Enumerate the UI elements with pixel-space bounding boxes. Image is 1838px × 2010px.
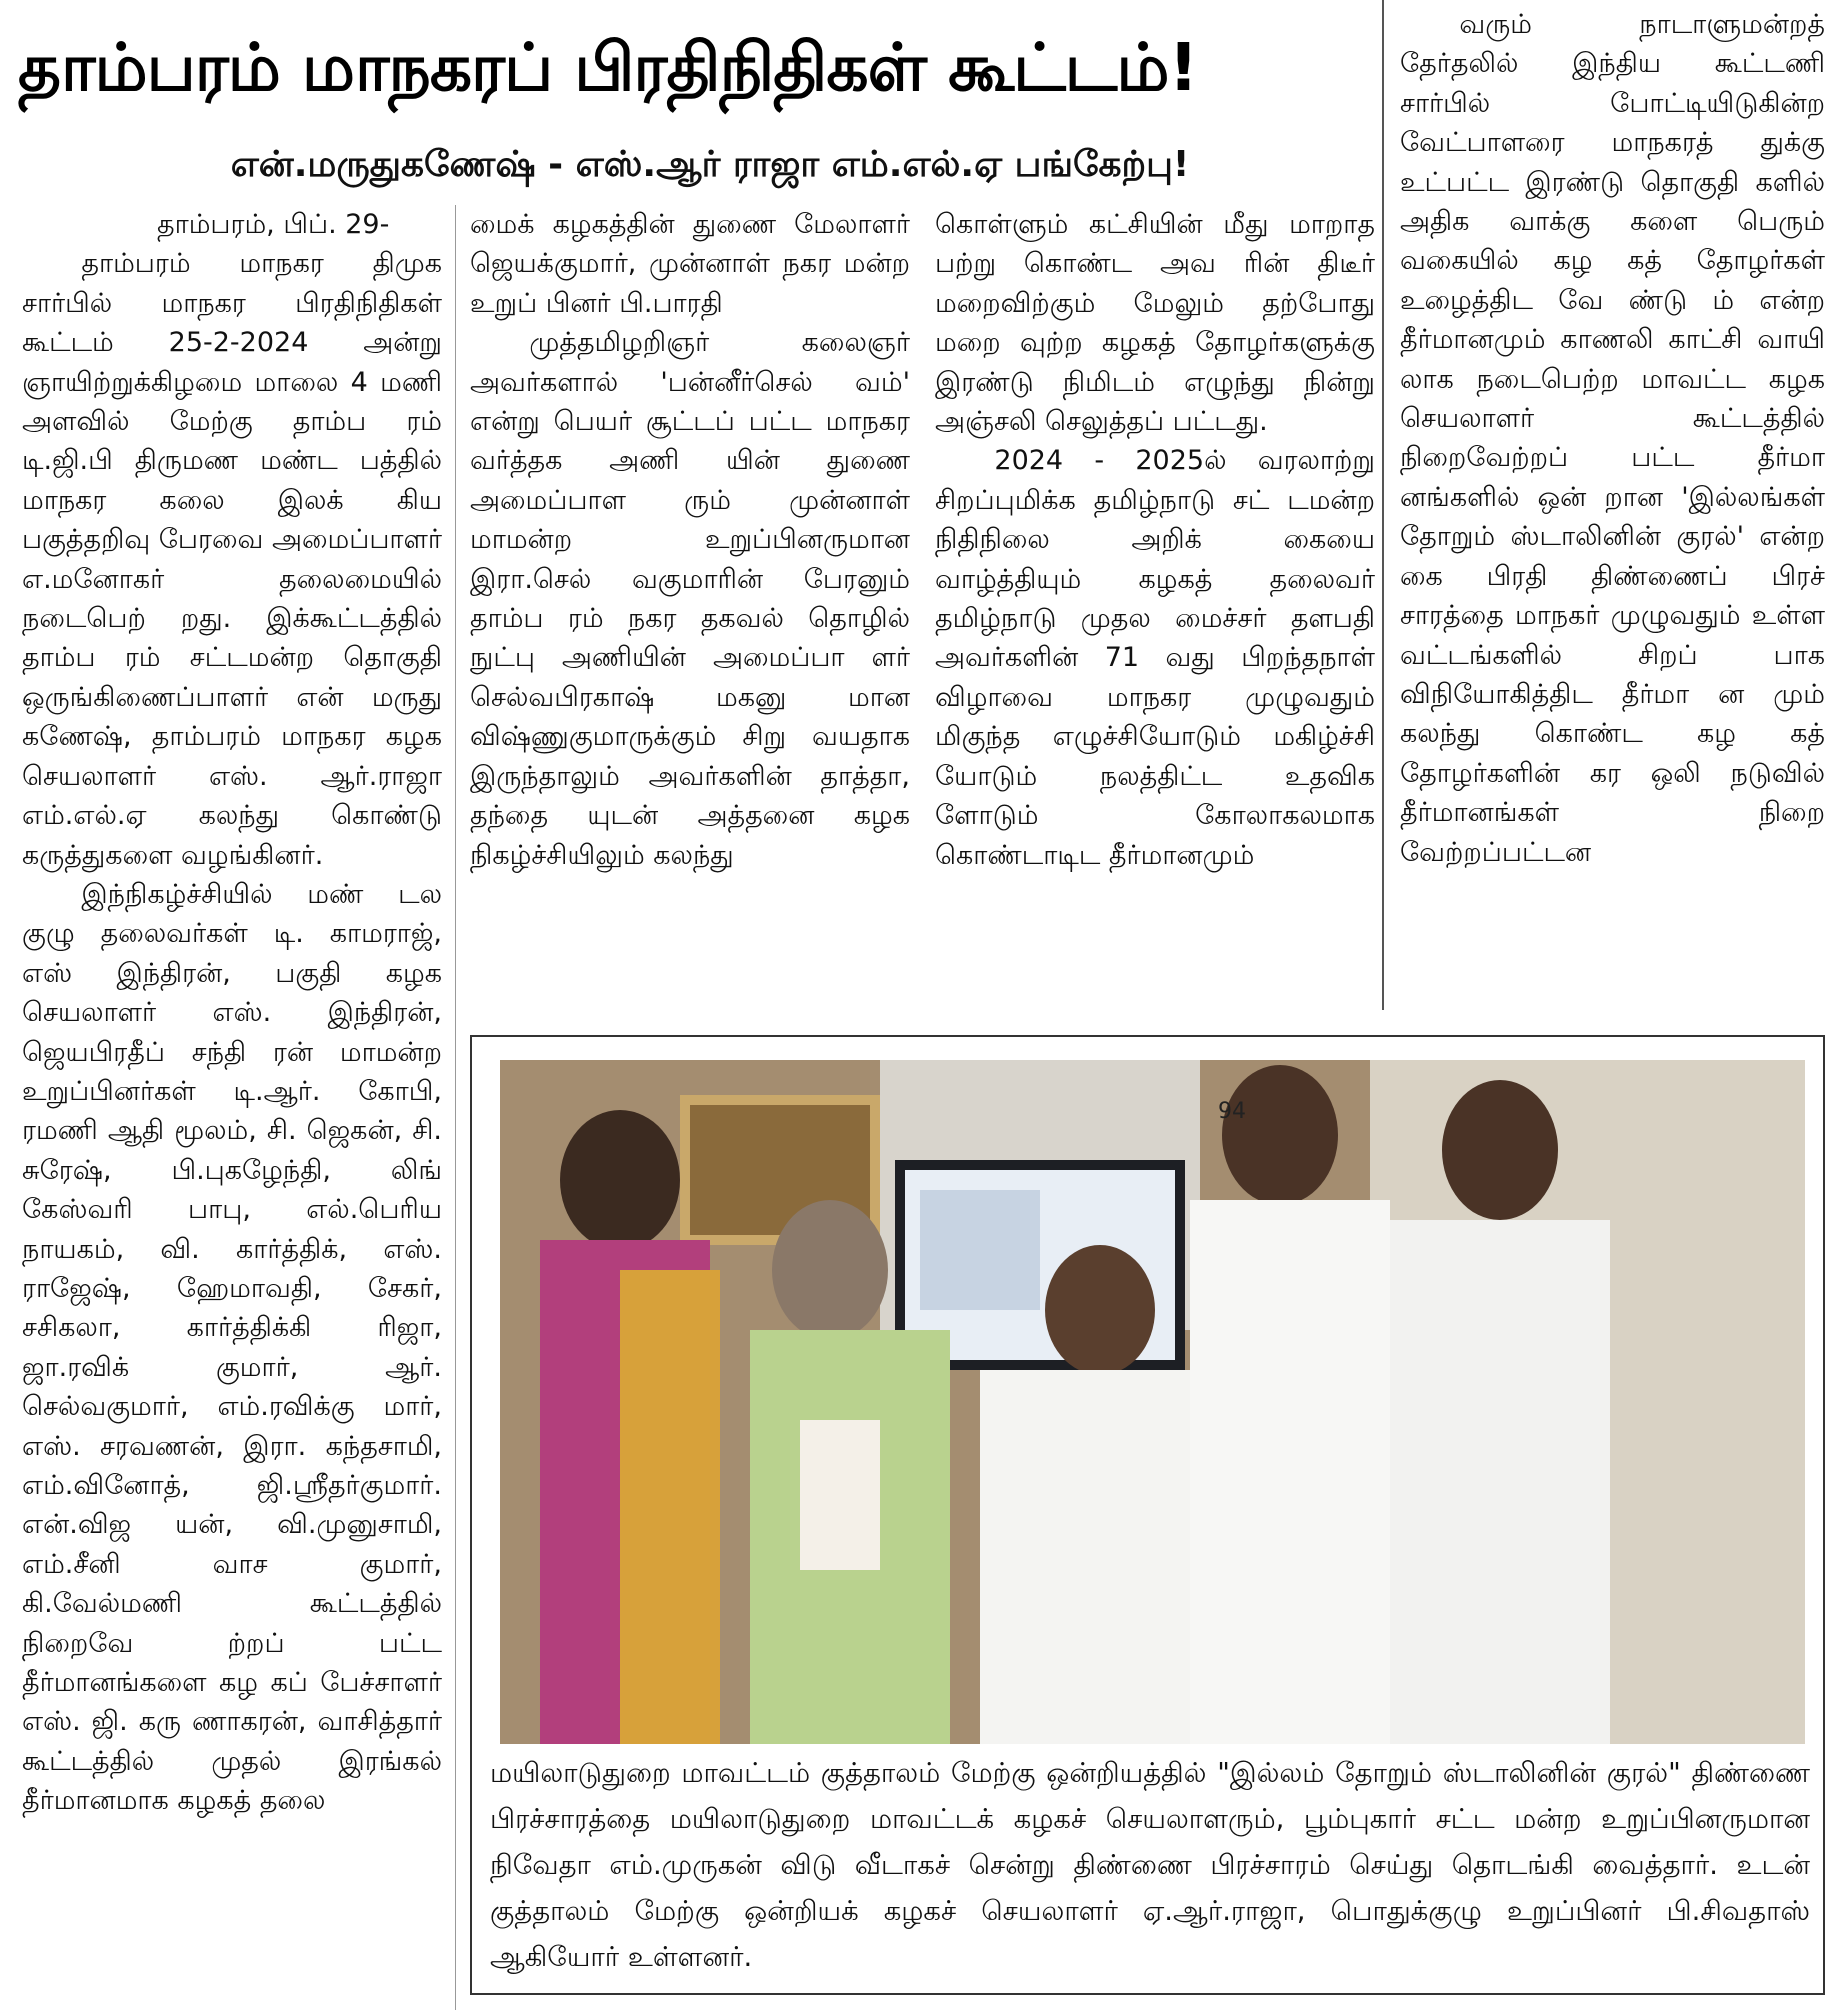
column-rule — [1382, 0, 1384, 1010]
column-rule — [455, 205, 456, 2010]
photo-caption: மயிலாடுதுறை மாவட்டம் குத்தாலம் மேற்கு ஒன்றியத்தில் "இல்லம் தோறும் ஸ்டாலினின் குரல்" திண்ணை பிரச்சாரத்தை மயிலாடுதுறை மாவட்டக் கழகச் செயலாளரும், பூம்புகார் சட்ட மன்ற உறுப்பினருமான நிவேதா எம்.முருகன் விடு வீடாகச் சென்று திண்ணை பிரச்சாரம் செய்து தொடங்கி வைத்தார். உடன் குத்தாலம் மேற்கு ஒன்றியக் கழகச் செயலாளர் ஏ.ஆர்.ராஜா, பொதுக்குழு உறுப்பினர் பி.சிவதாஸ் ஆகியோர் உள்ளனர். — [490, 1757, 1810, 1973]
paragraph: முத்தமிழறிஞர் கலைஞர் அவர்களால் 'பன்னீர்செல் வம்' என்று பெயர் சூட்டப் பட்ட மாநகர வர்த்தக அணி யின் துணை அமைப்பாள ரும் முன்னாள் மாமன்ற உறுப்பினருமான இரா.செல் வகுமாரின் பேரனும் தாம்ப ரம் நகர தகவல் தொழில் நுட்பு அணியின் அமைப்பா ளர் செல்வபிரகாஷ் மகனு மான விஷ்ணுகுமாருக்கும் சிறு வயதாக இருந்தாலும் அவர்களின் தாத்தா, தந்தை யுடன் அத்தனை கழக நிகழ்ச்சியிலும் கலந்து — [470, 327, 910, 871]
paragraph: தாம்பரம் மாநகர திமுக சார்பில் மாநகர பிரதிநிதிகள் கூட்டம் 25-2-2024 அன்று ஞாயிற்றுக்கிழமை மாலை 4 மணி அளவில் மேற்கு தாம்ப ரம் டி.ஜி.பி திருமண மண்ட பத்தில் மாநகர கலை இலக் கிய பகுத்தறிவு பேரவை அமைப்பாளர் எ.மனோகர் தலைமையில் நடைபெற் றது. இக்கூட்டத்தில் தாம்ப ரம் சட்டமன்ற தொகுதி ஒருங்கிணைப்பாளர் என் மருது கணேஷ், தாம்பரம் மாநகர கழக செயலாளர் எஸ். ஆர்.ராஜா எம்.எல்.ஏ கலந்து கொண்டு கருத்துகளை வழங்கினர். — [22, 248, 442, 871]
headline: தாம்பரம் மாநகரப் பிரதிநிதிகள் கூட்டம்! — [18, 29, 1198, 106]
article-column-2 — [470, 205, 910, 1005]
news-photo — [500, 1060, 1805, 1744]
paragraph: இந்நிகழ்ச்சியில் மண் டல குழு தலைவர்கள் டி. காமராஜ், எஸ் இந்திரன், பகுதி கழக செயலாளர் எஸ். இந்திரன், ஜெயபிரதீப் சந்தி ரன் மாமன்ற உறுப்பினர்கள் டி.ஆர். கோபி, ரமணி ஆதி மூலம், சி. ஜெகன், சி. சுரேஷ், பி.புகழேந்தி, லிங் கேஸ்வரி பாபு, எல்.பெரிய நாயகம், வி. கார்த்திக், எஸ். ராஜேஷ், ஹேமாவதி, சேகர், சசிகலா, கார்த்திக்கி ரிஜா, ஜா.ரவிக் குமார், ஆர். செல்வகுமார், எம்.ரவிக்கு மார், எஸ். சரவணன், இரா. கந்தசாமி, எம்.வினோத், ஜி.ஸ்ரீதர்குமார். என்.விஜ யன், வி.முனுசாமி, எம்.சீனி வாச குமார், கி.வேல்மணி கூட்டத்தில் நிறைவே ற்றப் பட்ட தீர்மானங்களை கழ கப் பேச்சாளர் எஸ். ஜி. கரு ணாகரன், வாசித்தார் கூட்டத்தில் முதல் இரங்கல் தீர்மானமாக கழகத் தலை — [22, 878, 442, 1817]
wall-number: 94 — [1218, 1099, 1246, 1124]
subheadline: என்.மருதுகணேஷ் - எஸ்.ஆர் ராஜா எம்.எல்.ஏ பங்கேற்பு! — [230, 144, 1190, 185]
article-column-3 — [935, 205, 1375, 1005]
paragraph: வரும் நாடாளுமன்றத் தேர்தலில் இந்திய கூட்டணி சார்பில் போட்டியிடுகின்ற வேட்பாளரை மாநகரத் துக்கு உட்பட்ட இரண்டு தொகுதி களில் அதிக வாக்கு களை பெரும் வகையில் கழ கத் தோழர்கள் உழைத்திட வே ண்டு ம் என்ற தீர்மானமும் காணலி காட்சி வாயி லாக நடைபெற்ற மாவட்ட கழக செயலாளர் கூட்டத்தில் நிறைவேற்றப் பட்ட தீர்மா னங்களில் ஒன் றான 'இல்லங்கள் தோறும் ஸ்டாலினின் குரல்' என்ற கை பிரதி திண்ணைப் பிரச் சாரத்தை மாநகர் முழுவதும் உள்ள வட்டங்களில் சிறப் பாக விநியோகித்திட தீர்மா ன மும் கலந்து கொண்ட கழ கத் தோழர்களின் கர ஒலி நடுவில் தீர்மானங்கள் நிறை வேற்றப்பட்டன — [1400, 9, 1825, 868]
dateline: தாம்பரம், பிப். 29- — [157, 209, 390, 240]
article-column-1 — [22, 205, 442, 2005]
paragraph: மைக் கழகத்தின் துணை மேலாளர் ஜெயக்குமார், முன்னாள் நகர மன்ற உறுப் பினர் பி.பாரதி — [470, 209, 910, 319]
news-photo-illustration — [500, 1060, 1805, 1744]
paragraph: கொள்ளும் கட்சியின் மீது மாறாத பற்று கொண்ட அவ ரின் திடீர் மறைவிற்கும் மேலும் தற்போது மறை வுற்ற கழகத் தோழர்களுக்கு இரண்டு நிமிடம் எழுந்து நின்று அஞ்சலி செலுத்தப் பட்டது. — [935, 209, 1375, 438]
paragraph: 2024 - 2025ல் வரலாற்று சிறப்புமிக்க தமிழ்நாடு சட் டமன்ற நிதிநிலை அறிக் கையை வாழ்த்தியும் கழகத் தலைவர் தமிழ்நாடு முதல மைச்சர் தளபதி அவர்களின் 71 வது பிறந்தநாள் விழாவை மாநகர முழுவதும் மிகுந்த எழுச்சியோடும் மகிழ்ச்சி யோடும் நலத்திட்ட உதவிக ளோடும் கோலாகலமாக கொண்டாடிட தீர்மானமும் — [935, 445, 1375, 871]
article-column-4 — [1400, 5, 1825, 1005]
